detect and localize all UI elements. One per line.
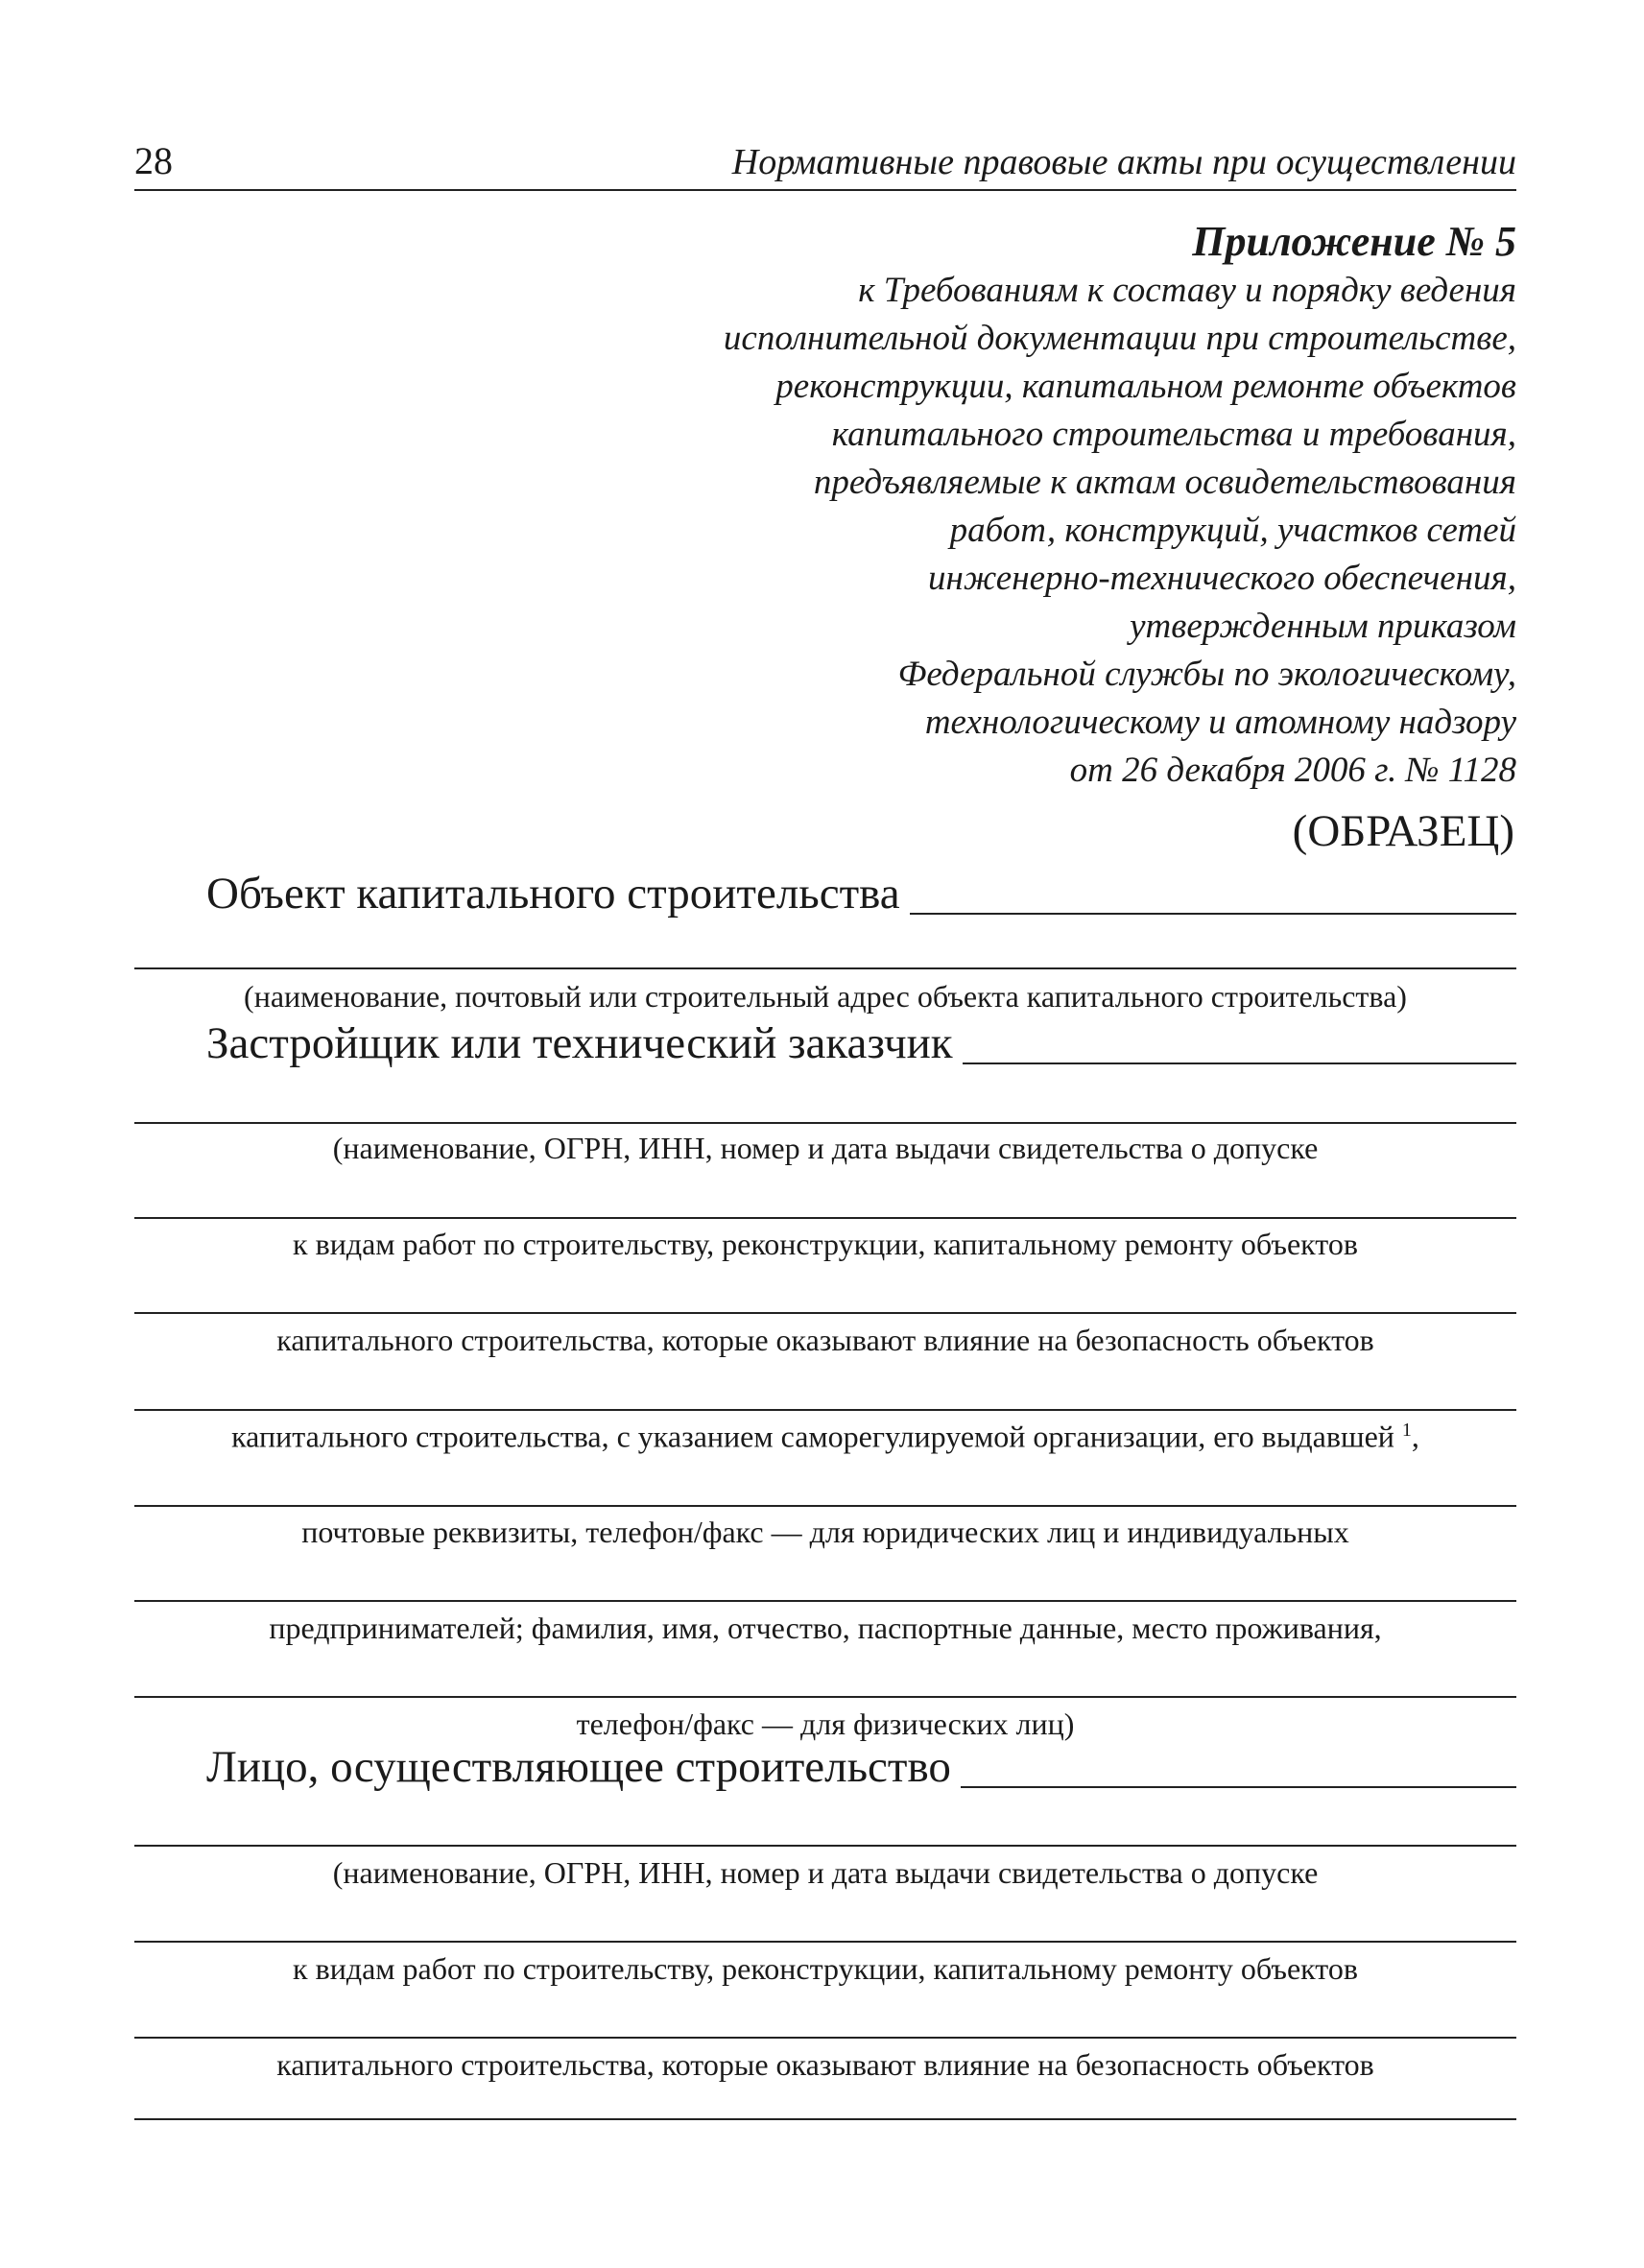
builder-blank-line-5[interactable]: [134, 2118, 1516, 2120]
object-field: [206, 871, 1516, 917]
builder-blank-line[interactable]: [961, 1786, 1516, 1788]
footnote-mark: 1: [1401, 1420, 1412, 1441]
developer-note: предпринимателей; фамилия, имя, отчество, паспортные данные, место проживания,: [269, 1611, 1382, 1645]
builder-blank-line-2[interactable]: [134, 1845, 1516, 1847]
developer-blank-line[interactable]: [963, 1062, 1516, 1064]
appendix-line: к Требованиям к составу и порядку ведения: [858, 271, 1516, 310]
builder-blank-line-3[interactable]: [134, 1941, 1516, 1943]
developer-blank-line-6[interactable]: [134, 1505, 1516, 1507]
developer-field: [206, 1018, 1516, 1068]
object-blank-line[interactable]: [910, 913, 1516, 915]
developer-blank-line-2[interactable]: [134, 1122, 1516, 1124]
appendix-line: технологическому и атомному надзору: [924, 703, 1516, 742]
appendix-line: реконструкции, капитальном ремонте объектов: [775, 367, 1516, 406]
builder-note: к видам работ по строительству, реконструкции, капитальному ремонту объектов: [293, 1951, 1358, 1986]
object-note: (наименование, почтовый или строительный адрес объекта капитального строительства): [244, 979, 1407, 1014]
builder-label: Лицо, осуществляющее строительство: [206, 1742, 951, 1792]
developer-note-with-footnote: [134, 1420, 1516, 1452]
sample-label: (ОБРАЗЕЦ): [1292, 806, 1514, 856]
object-label: Объект капитального строительства: [206, 869, 900, 919]
appendix-line: инженерно-технического обеспечения,: [928, 559, 1516, 598]
appendix-line: работ, конструкций, участков сетей: [949, 511, 1516, 550]
appendix-block: [724, 219, 1516, 795]
developer-note: телефон/факс — для физических лиц): [576, 1707, 1075, 1741]
developer-blank-line-3[interactable]: [134, 1217, 1516, 1219]
developer-note-text: капитального строительства, с указанием саморегулируемой организации, его выдавшей: [231, 1419, 1394, 1454]
object-blank-line-2[interactable]: [134, 967, 1516, 969]
appendix-line: Федеральной службы по экологическому,: [897, 655, 1516, 694]
builder-field: [206, 1742, 1516, 1792]
builder-note: капитального строительства, которые оказывают влияние на безопасность объектов: [276, 2047, 1374, 2082]
appendix-line: от 26 декабря 2006 г. № 1128: [1069, 751, 1516, 790]
developer-blank-line-4[interactable]: [134, 1312, 1516, 1314]
page-number: 28: [134, 139, 173, 182]
footnote-tail: ,: [1411, 1419, 1419, 1454]
running-title: Нормативные правовые акты при осуществлении: [731, 142, 1516, 182]
appendix-line: утвержденным приказом: [1130, 607, 1516, 646]
builder-note: (наименование, ОГРН, ИНН, номер и дата выдачи свидетельства о допуске: [332, 1855, 1319, 1890]
developer-note: капитального строительства, которые оказывают влияние на безопасность объектов: [276, 1323, 1374, 1357]
developer-blank-line-5[interactable]: [134, 1409, 1516, 1411]
developer-blank-line-8[interactable]: [134, 1696, 1516, 1698]
builder-blank-line-4[interactable]: [134, 2037, 1516, 2039]
appendix-line: капитального строительства и требования,: [831, 415, 1516, 454]
developer-note: к видам работ по строительству, реконструкции, капитальному ремонту объектов: [293, 1227, 1358, 1261]
developer-label: Застройщик или технический заказчик: [206, 1018, 953, 1068]
appendix-title: Приложение № 5: [1192, 218, 1516, 265]
developer-note: почтовые реквизиты, телефон/факс — для юридических лиц и индивидуальных: [301, 1515, 1349, 1549]
appendix-line: исполнительной документации при строительстве,: [723, 319, 1516, 358]
appendix-line: предъявляемые к актам освидетельствования: [813, 463, 1516, 502]
developer-note: (наименование, ОГРН, ИНН, номер и дата выдачи свидетельства о допуске: [332, 1131, 1319, 1165]
developer-blank-line-7[interactable]: [134, 1600, 1516, 1602]
header-rule: [134, 189, 1516, 191]
